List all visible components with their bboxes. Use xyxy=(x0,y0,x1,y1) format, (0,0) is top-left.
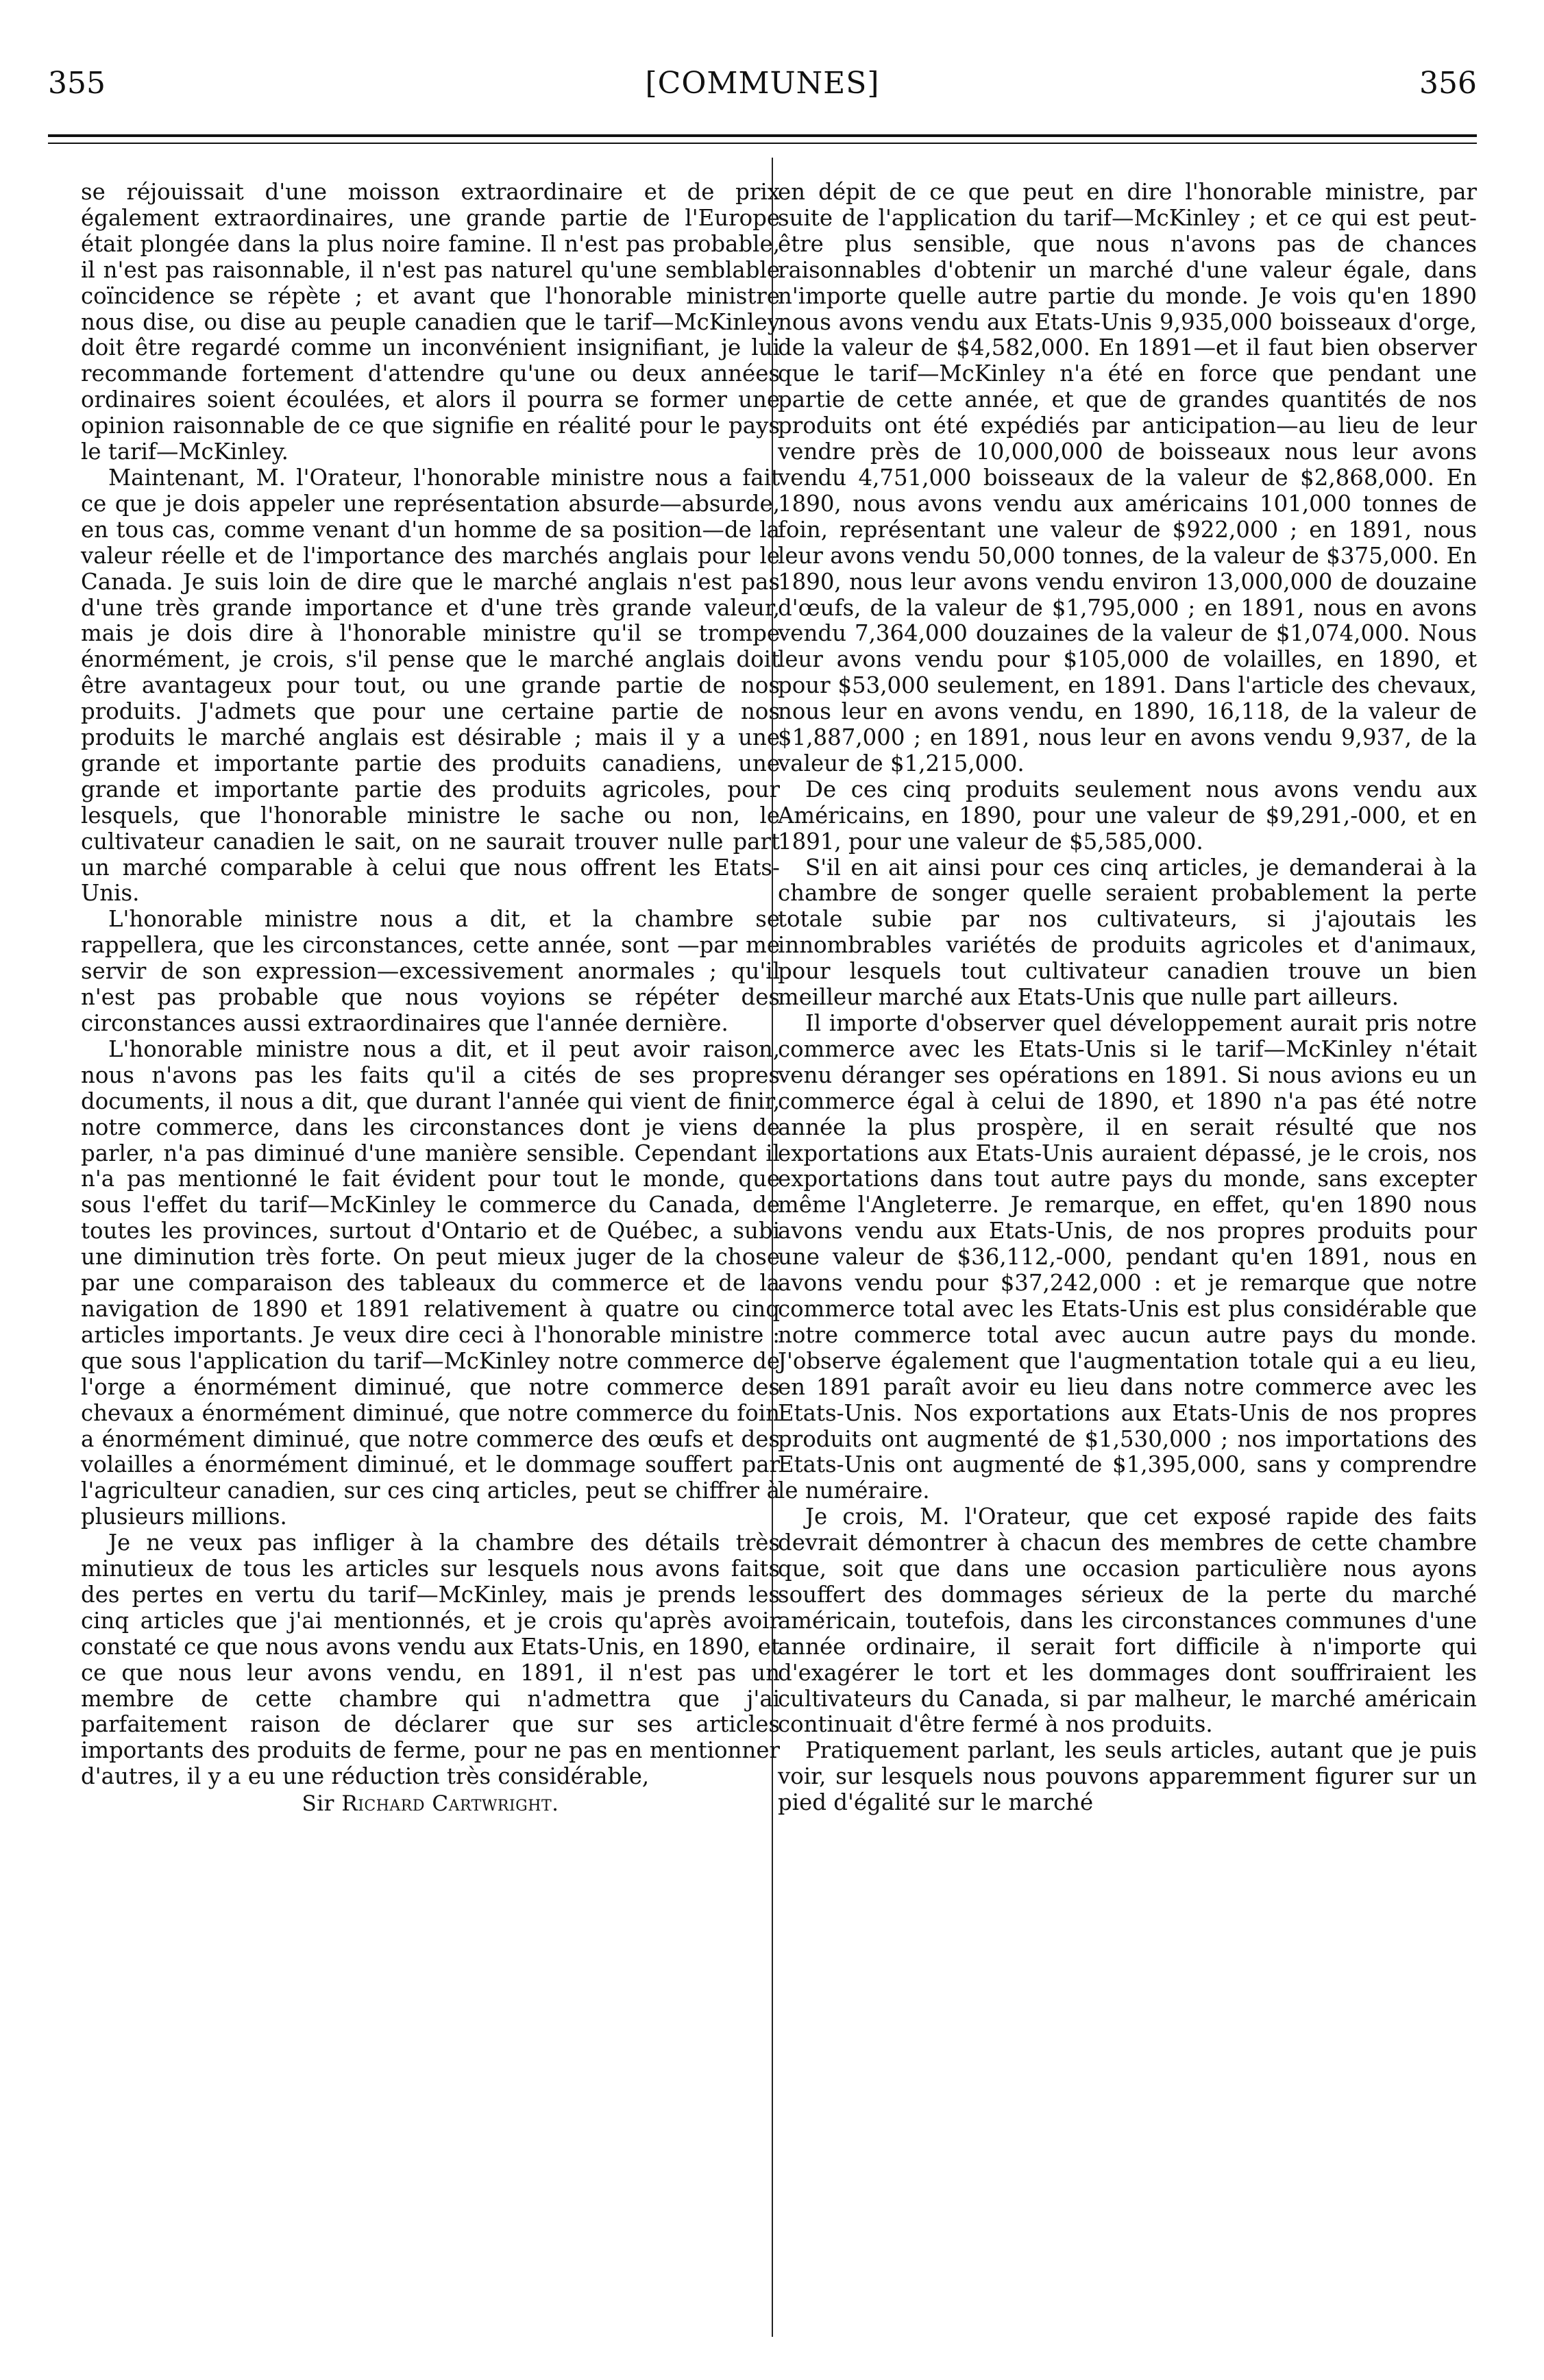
left-column xyxy=(81,180,780,1817)
page-number-left: 355 xyxy=(48,66,106,101)
paragraph: Je ne veux pas infliger à la chambre des détails très minutieux de tous les articles sur lesquels nous avons faits des pertes en vertu du tarif—McKinley, mais je prends les cinq articles que j'ai mentionnés, et je crois qu'après avoir constaté ce que nous avons vendu aux Etats-Unis, en 1890, et ce que nous leur avons vendu, en 1891, il n'est pas un membre de cette chambre qui n'admettra que j'ai parfaitement raison de déclarer que sur ses articles importants des produits de ferme, pour ne pas en mentionner d'autres, il y a eu une réduction très considérable, xyxy=(81,1530,780,1790)
speaker-signature xyxy=(81,1791,780,1817)
signature-prefix: Sir xyxy=(302,1791,342,1817)
paragraph: en dépit de ce que peut en dire l'honorable ministre, par suite de l'application du tarif—McKinley ; et ce qui est peut-être plus sensible, que nous n'avons pas de chances raisonnables d'obtenir un marché d'une valeur égale, dans n'importe quelle autre partie du monde. Je vois qu'en 1890 nous avons vendu aux Etats-Unis 9,935,000 boisseaux d'orge, de la valeur de $4,582,000. En 1891—et il faut bien observer que le tarif—McKinley n'a été en force que pendant une partie de cette année, et que de grandes quantités de nos produits ont été expédiés par anticipation—au lieu de leur vendre près de 10,000,000 de boisseaux nous leur avons vendu 4,751,000 boisseaux de la valeur de $2,868,000. En 1890, nous avons vendu aux américains 101,000 tonnes de foin, représentant une valeur de $922,000 ; en 1891, nous leur avons vendu 50,000 tonnes, de la valeur de $375,000. En 1890, nous leur avons vendu environ 13,000,000 de douzaine d'œufs, de la valeur de $1,795,000 ; en 1891, nous en avons vendu 7,364,000 douzaines de la valeur de $1,074,000. Nous leur avons vendu pour $105,000 de volailles, en 1890, et pour $53,000 seulement, en 1891. Dans l'article des chevaux, nous leur en avons vendu, en 1890, 16,118, de la valeur de $1,887,000 ; en 1891, nous leur en avons vendu 9,937, de la valeur de $1,215,000. xyxy=(778,179,1477,776)
paragraph: De ces cinq produits seulement nous avons vendu aux Américains, en 1890, pour une valeur de $9,291,-000, et en 1891, pour une valeur de $5,585,000. xyxy=(778,776,1477,855)
right-column xyxy=(778,180,1477,1816)
paragraph: Maintenant, M. l'Orateur, l'honorable ministre nous a fait ce que je dois appeler une représentation absurde—absurde, en tous cas, comme venant d'un homme de sa position—de la valeur réelle et de l'importance des marchés anglais pour le Canada. Je suis loin de dire que le marché anglais n'est pas d'une très grande importance et d'une très grande valeur, mais je dois dire à l'honorable ministre qu'il se trompe énormément, je crois, s'il pense que le marché anglais doit être avantageux pour tout, ou une grande partie de nos produits. J'admets que pour une certaine partie de nos produits le marché anglais est désirable ; mais il y a une grande et importante partie des produits canadiens, une grande et importante partie des produits agricoles, pour lesquels, que l'honorable ministre le sache ou non, le cultivateur canadien le sait, on ne saurait trouver nulle part un marché comparable à celui que nous offrent les Etats-Unis. xyxy=(81,464,780,907)
header-rule-thick xyxy=(48,134,1477,137)
paragraph: Pratiquement parlant, les seuls articles, autant que je puis voir, sur lesquels nous pouvons apparemment figurer sur un pied d'égalité sur le marché xyxy=(778,1737,1477,1816)
running-title: [COMMUNES] xyxy=(645,66,880,101)
paragraph: S'il en ait ainsi pour ces cinq articles, je demanderai à la chambre de songer quelle seraient probablement la perte totale subie par nos cultivateurs, si j'ajoutais les innombrables variétés de produits agricoles et d'animaux, pour lesquels tout cultivateur canadien trouve un bien meilleur marché aux Etats-Unis que nulle part ailleurs. xyxy=(778,854,1477,1011)
paragraph: Je crois, M. l'Orateur, que cet exposé rapide des faits devrait démontrer à chacun des membres de cette chambre que, soit que dans une occasion particulière nous ayons souffert des dommages sérieux de la perte du marché américain, toutefois, dans les circonstances communes d'une année ordinaire, il serait fort difficile à n'importe qui d'exagérer le tort et les dommages dont souffriraient les cultivateurs du Canada, si par malheur, le marché américain continuait d'être fermé à nos produits. xyxy=(778,1504,1477,1738)
page-number-right: 356 xyxy=(1419,66,1477,101)
header-rule-thin xyxy=(48,143,1477,144)
paragraph: se réjouissait d'une moisson extraordinaire et de prix également extraordinaires, une grande partie de l'Europe était plongée dans la plus noire famine. Il n'est pas probable, il n'est pas raisonnable, il n'est pas naturel qu'une semblable coïncidence se répète ; et avant que l'honorable ministre nous dise, ou dise au peuple canadien que le tarif—McKinley doit être regardé comme un inconvénient insignifiant, je lui recommande fortement d'attendre qu'une ou deux années ordinaires soient écoulées, et alors il pourra se former une opinion raisonnable de ce que signifie en réalité pour le pays le tarif—McKinley. xyxy=(81,179,780,465)
page-header xyxy=(48,66,1477,121)
paragraph: L'honorable ministre nous a dit, et il peut avoir raison, nous n'avons pas les faits qu'il a cités de ses propres documents, il nous a dit, que durant l'année qui vient de finir, notre commerce, dans les circonstances dont je viens de parler, n'a pas diminué d'une manière sensible. Cependant il n'a pas mentionné le fait évident pour tout le monde, que sous l'effet du tarif—McKinley le commerce du Canada, de toutes les provinces, surtout d'Ontario et de Québec, a subi une diminution très forte. On peut mieux juger de la chose par une comparaison des tableaux du commerce et de la navigation de 1890 et 1891 relativement à quatre ou cinq articles importants. Je veux dire ceci à l'honorable ministre : que sous l'application du tarif—McKinley notre commerce de l'orge a énormément diminué, que notre commerce des chevaux a énormément diminué, que notre commerce du foin a énormément diminué, que notre commerce des œufs et des volailles a énormément diminué, et le dommage souffert par l'agriculteur canadien, sur ces cinq articles, peut se chiffrer à plusieurs millions. xyxy=(81,1035,780,1530)
paragraph: Il importe d'observer quel développement aurait pris notre commerce avec les Etats-Unis si le tarif—McKinley n'était venu déranger ses opérations en 1891. Si nous avions eu un commerce égal à celui de 1890, et 1890 n'a pas été notre année la plus prospère, il en serait résulté que nos exportations aux Etats-Unis auraient dépassé, je le crois, nos exportations dans tout autre pays du monde, sans excepter même l'Angleterre. Je remarque, en effet, qu'en 1890 nous avons vendu aux Etats-Unis, de nos propres produits pour une valeur de $36,112,-000, pendant qu'en 1891, nous en avons vendu pour $37,242,000 : et je remarque que notre commerce total avec les Etats-Unis est plus considérable que notre commerce total avec aucun autre pays du monde. J'observe également que l'augmentation totale qui a eu lieu, en 1891 paraît avoir eu lieu dans notre commerce avec les Etats-Unis. Nos exportations aux Etats-Unis de nos propres produits ont augmenté de $1,530,000 ; nos importations des Etats-Unis ont augmenté de $1,395,000, sans y comprendre le numéraire. xyxy=(778,1010,1477,1504)
signature-name: Richard Cartwright. xyxy=(341,1791,559,1817)
paragraph: L'honorable ministre nous a dit, et la chambre se rappellera, que les circonstances, cette année, sont —par me servir de son expression—excessivement anormales ; qu'il n'est pas probable que nous voyions se répéter des circonstances aussi extraordinaires que l'année dernière. xyxy=(81,906,780,1036)
